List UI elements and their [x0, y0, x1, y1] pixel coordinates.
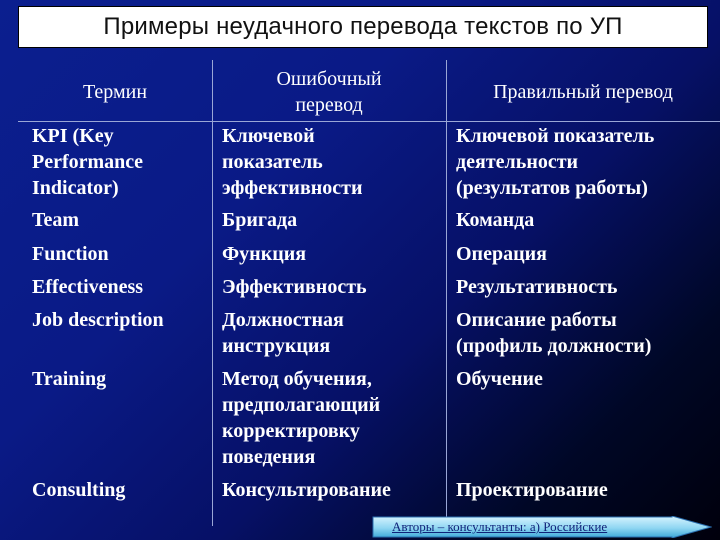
row-team-right [456, 207, 534, 233]
term-line: Team [32, 209, 80, 231]
row-training-right [456, 366, 543, 392]
row-team-wrong [222, 207, 297, 233]
authors-link-text[interactable]: Авторы – консультанты: а) Российские [392, 519, 608, 534]
term-line: Consulting [32, 479, 126, 501]
column-divider-1 [212, 60, 213, 526]
header-divider [18, 121, 720, 122]
right-line: Команда [456, 209, 535, 231]
authors-link-button[interactable] [372, 516, 712, 538]
header-term [18, 79, 212, 105]
wrong-line: корректировку [222, 420, 360, 442]
row-function-term [32, 241, 109, 267]
right-line: Описание работы [456, 309, 617, 331]
row-consulting-term [32, 477, 125, 503]
term-line: Function [32, 243, 109, 265]
term-line: Effectiveness [32, 276, 144, 298]
wrong-line: Ключевой [222, 125, 315, 147]
wrong-line: Эффективность [222, 276, 367, 298]
row-consulting-right [456, 477, 608, 503]
header-right [446, 79, 720, 105]
term-line: Indicator) [32, 177, 119, 199]
right-line: (профиль должности) [456, 335, 652, 357]
wrong-line: Консультирование [222, 479, 391, 501]
row-job-description-term [32, 307, 164, 333]
term-line: Training [32, 368, 107, 390]
row-effectiveness-right [456, 274, 617, 300]
row-kpi-term [32, 123, 143, 201]
header-right-text: Правильный перевод [493, 81, 673, 103]
header-wrong-line-2: перевод [295, 94, 363, 116]
wrong-line: Метод обучения, [222, 368, 372, 390]
right-line: Ключевой показатель [456, 125, 655, 147]
header-term-text: Термин [82, 81, 148, 103]
term-line: Job description [32, 309, 164, 331]
wrong-line: эффективности [222, 177, 363, 199]
row-function-wrong [222, 241, 306, 267]
right-line: Обучение [456, 368, 543, 390]
header-wrong [212, 66, 446, 118]
row-function-right [456, 241, 547, 267]
row-training-wrong [222, 366, 380, 470]
row-consulting-wrong [222, 477, 391, 503]
wrong-line: предполагающий [222, 394, 381, 416]
row-effectiveness-wrong [222, 274, 367, 300]
wrong-line: Должностная [222, 309, 344, 331]
row-team-term [32, 207, 79, 233]
right-line: Операция [456, 243, 547, 265]
row-job-description-right [456, 307, 651, 359]
wrong-line: Бригада [222, 209, 298, 231]
wrong-line: инструкция [222, 335, 331, 357]
term-line: KPI (Key [32, 125, 114, 147]
wrong-line: поведения [222, 446, 316, 468]
right-line: Проектирование [456, 479, 608, 501]
row-training-term [32, 366, 106, 392]
slide-title-box [18, 6, 708, 48]
term-line: Performance [32, 151, 144, 173]
wrong-line: показатель [222, 151, 323, 173]
row-kpi-right [456, 123, 654, 201]
row-kpi-wrong [222, 123, 363, 201]
header-wrong-line-1: Ошибочный [276, 68, 382, 90]
column-divider-2 [446, 60, 447, 526]
slide-title: Примеры неудачного перевода текстов по УП [103, 13, 623, 40]
row-job-description-wrong [222, 307, 344, 359]
right-line: (результатов работы) [456, 177, 648, 199]
right-line: деятельности [456, 151, 579, 173]
row-effectiveness-term [32, 274, 143, 300]
wrong-line: Функция [222, 243, 307, 265]
right-line: Результативность [456, 276, 618, 298]
